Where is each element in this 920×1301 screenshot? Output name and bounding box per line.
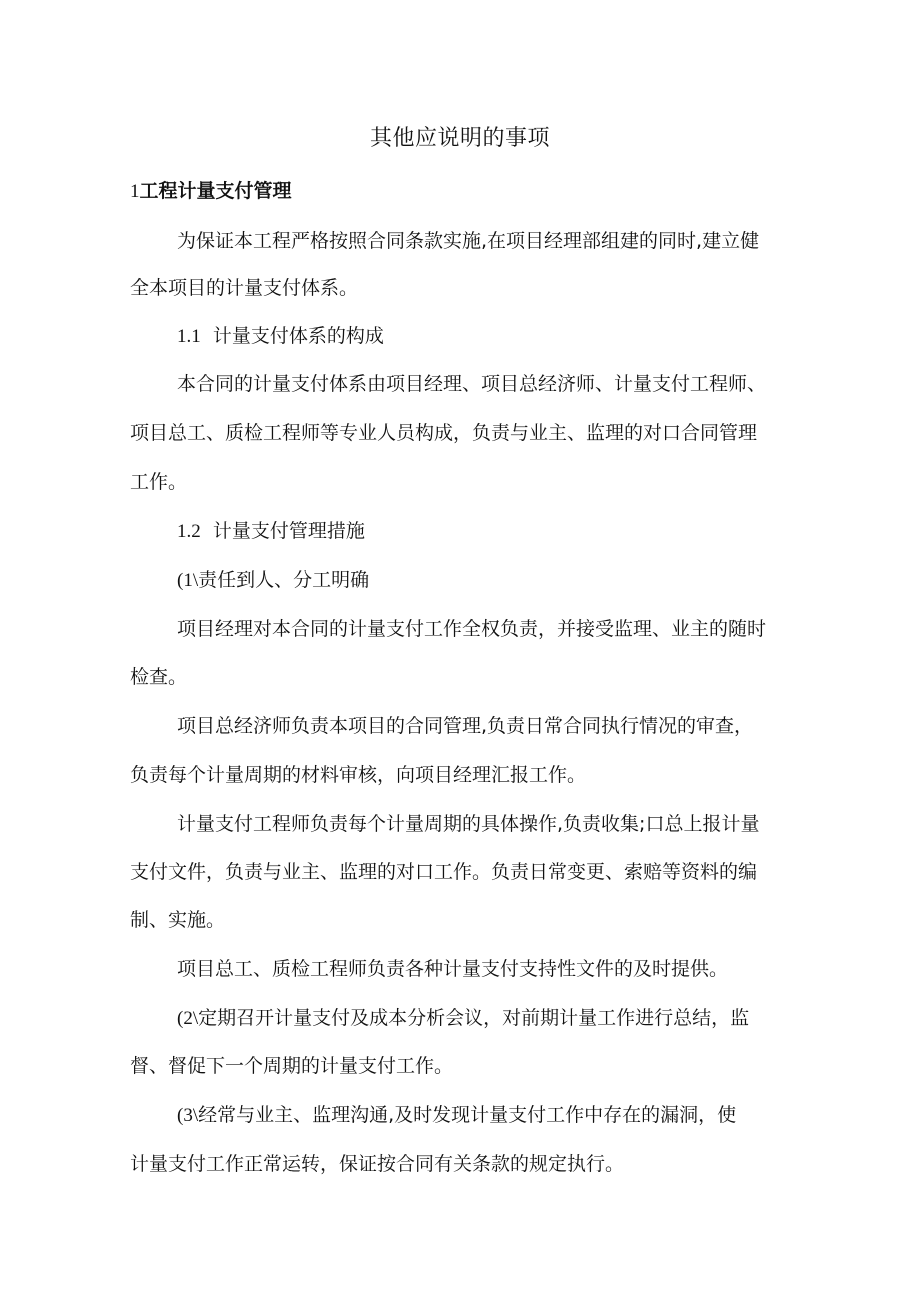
section-title: 工程计量支付管理 [139,180,292,202]
document-title: 其他应说明的事项 [369,126,550,151]
paragraph-line: 全本项目的计量支付体系。 [130,277,359,299]
list-item-3 [177,1100,800,1131]
subsection-number: 1.2 [177,521,201,542]
list-item-text: 责任到人、分工明确 [198,569,370,591]
subsection-number: 1.1 [177,326,201,347]
list-item-label: (1\ [177,570,199,591]
paragraph-line: 本合同的计量支付体系由项目经理、项目总经济师、计量支付工程师、 [177,373,767,395]
list-item-label: (3\ [177,1105,199,1126]
subsection-title: 计量支付管理措施 [212,520,365,542]
paragraph-line: 负责每个计量周期的材料审核，向项目经理汇报工作。 [130,764,587,786]
paragraph-line: 项目总经济师负责本项目的合同管理,负责日常合同执行情况的审查， [177,715,754,737]
subsection-title: 计量支付体系的构成 [212,325,384,347]
paragraph-line: 项目总工、质检工程师等专业人员构成，负责与业主、监理的对口合同管理 [130,422,758,444]
list-item-1 [177,565,800,596]
list-item-text: 经常与业主、监理沟通,及时发现计量支付工作中存在的漏洞，使 [198,1104,737,1126]
paragraph-line: 项目经理对本合同的计量支付工作全权负责，并接受监理、业主的随时 [177,618,767,640]
list-item-label: (2\ [177,1008,199,1029]
paragraph-line: 检查。 [130,666,188,688]
section-number: 1 [130,181,140,202]
paragraph-line: 支付文件，负责与业主、监理的对口工作。负责日常变更、索赔等资料的编 [130,861,758,883]
paragraph-line: 工作。 [130,471,188,493]
paragraph-line: 计量支付工程师负责每个计量周期的具体操作,负责收集;口总上报计量 [177,813,760,835]
paragraph-line: 为保证本工程严格按照合同条款实施,在项目经理部组建的同时,建立健 [177,230,760,252]
paragraph-line: 计量支付工作正常运转，保证按合同有关条款的规定执行。 [130,1153,625,1175]
paragraph-line: 项目总工、质检工程师负责各种计量支付支持性文件的及时提供。 [177,958,729,980]
paragraph-line: 督、督促下一个周期的计量支付工作。 [130,1055,454,1077]
list-item-text: 定期召开计量支付及成本分析会议，对前期计量工作进行总结，监 [198,1007,750,1029]
subsection-heading-1-2 [177,516,800,547]
section-heading-1 [130,176,292,207]
subsection-heading-1-1 [177,321,800,352]
list-item-2 [177,1003,800,1034]
paragraph-line: 制、实施。 [130,909,226,931]
